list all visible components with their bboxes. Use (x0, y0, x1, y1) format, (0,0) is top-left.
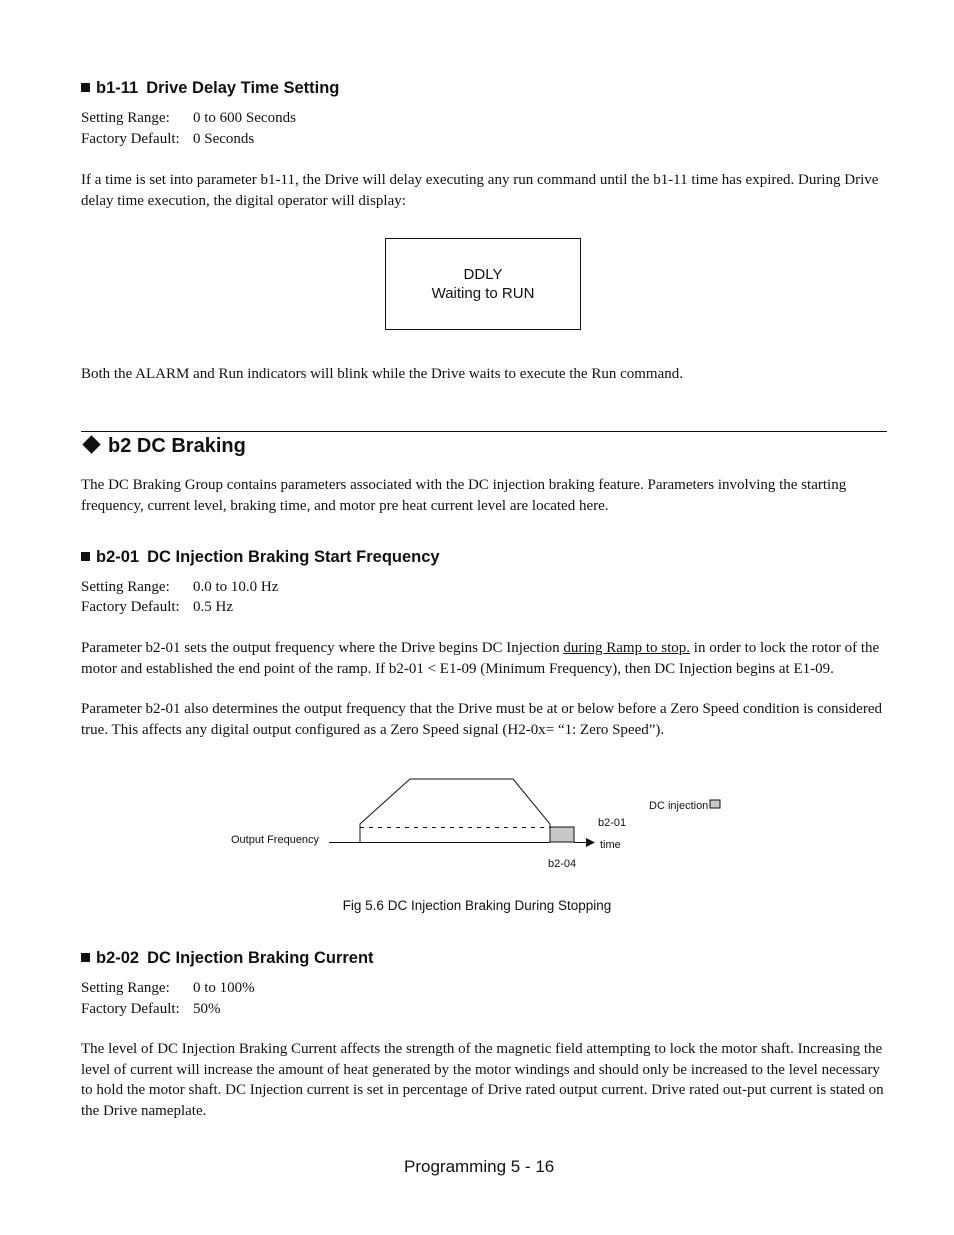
factory-default-b1-11: Factory Default: 0 Seconds (81, 131, 255, 147)
setting-range-b2-02: Setting Range: 0 to 100% (81, 980, 255, 996)
figure-caption: Fig 5.6 DC Injection Braking During Stopping (342, 898, 612, 913)
heading-b1-11 (81, 79, 339, 98)
dc-injection-diagram (0, 760, 954, 890)
section-rule (81, 431, 887, 432)
paragraph-b2-02: The level of DC Injection Braking Current affects the strength of the magnetic field attempting to lock the motor shaft. Increasing the level of current will increase the amount of heat generated by the motor windings and should only be increased to the level necessary to hold the motor shaft. DC Injection current is set in percentage of Drive rated output current. Drive rated out-put current is stated on the Drive nameplate. (81, 1041, 884, 1119)
square-bullet-icon (81, 552, 90, 561)
paragraph-b1-11-2: Both the ALARM and Run indicators will blink while the Drive waits to execute the Run command. (81, 366, 683, 382)
diamond-bullet-icon (82, 435, 100, 453)
legend-swatch-icon (710, 800, 720, 808)
heading-b2-02: b2-02 DC Injection Braking Current (81, 949, 374, 968)
label-b2-01: b2-01 (598, 817, 627, 829)
setting-range-b1-11: Setting Range: 0 to 600 Seconds (81, 110, 296, 126)
label-output-frequency: Output Frequency (231, 834, 320, 846)
factory-default-b2-02: Factory Default: 50% (81, 1001, 221, 1017)
square-bullet-icon (81, 83, 90, 92)
dc-injection-block (550, 827, 574, 842)
label-time: time (600, 839, 621, 851)
setting-range-b2-01: Setting Range: 0.0 to 10.0 Hz (81, 579, 279, 595)
factory-default-b2-01: Factory Default: 0.5 Hz (81, 599, 233, 615)
paragraph-b2: The DC Braking Group contains parameters associated with the DC injection braking feature. Parameters involving the starting frequency, current level, braking time, and motor pre heat current level are located here. (81, 477, 847, 514)
square-bullet-icon (81, 953, 90, 962)
paragraph-b2-01-1: Parameter b2-01 sets the output frequency where the Drive begins DC Injection during Ramp to stop. in order to lock the rotor of the motor and established the end point of the ramp. If b2-01 < E1-09 (Minimum Frequency), then DC Injection begins at E1-09. (81, 640, 880, 677)
display-line-1: DDLY (463, 266, 503, 283)
param-title: Drive Delay Time Setting (146, 79, 340, 97)
label-b2-04: b2-04 (548, 858, 577, 870)
frequency-ramp-line (360, 779, 550, 842)
operator-display-box (385, 238, 581, 330)
heading-b2-01: b2-01 DC Injection Braking Start Frequency (81, 548, 440, 567)
paragraph-b2-01-2: Parameter b2-01 also determines the output frequency that the Drive must be at or below before a Zero Speed condition is considered true. This affects any digital output configured as a Zero Speed signal (H2-0x= “1: Zero Speed”). (81, 701, 882, 738)
display-line-2: Waiting to RUN (431, 285, 535, 302)
label-dc-injection: DC injection (649, 800, 709, 812)
param-code: b1-11 (96, 79, 139, 97)
page-footer: Programming 5 - 16 (404, 1157, 555, 1176)
section-heading-b2: b2 DC Braking (81, 435, 246, 458)
arrow-right-icon (586, 838, 595, 847)
paragraph-b1-11-1: If a time is set into parameter b1-11, the Drive will delay executing any run command until the b1-11 time has expired. During Drive delay time execution, the digital operator will display: (81, 172, 879, 209)
